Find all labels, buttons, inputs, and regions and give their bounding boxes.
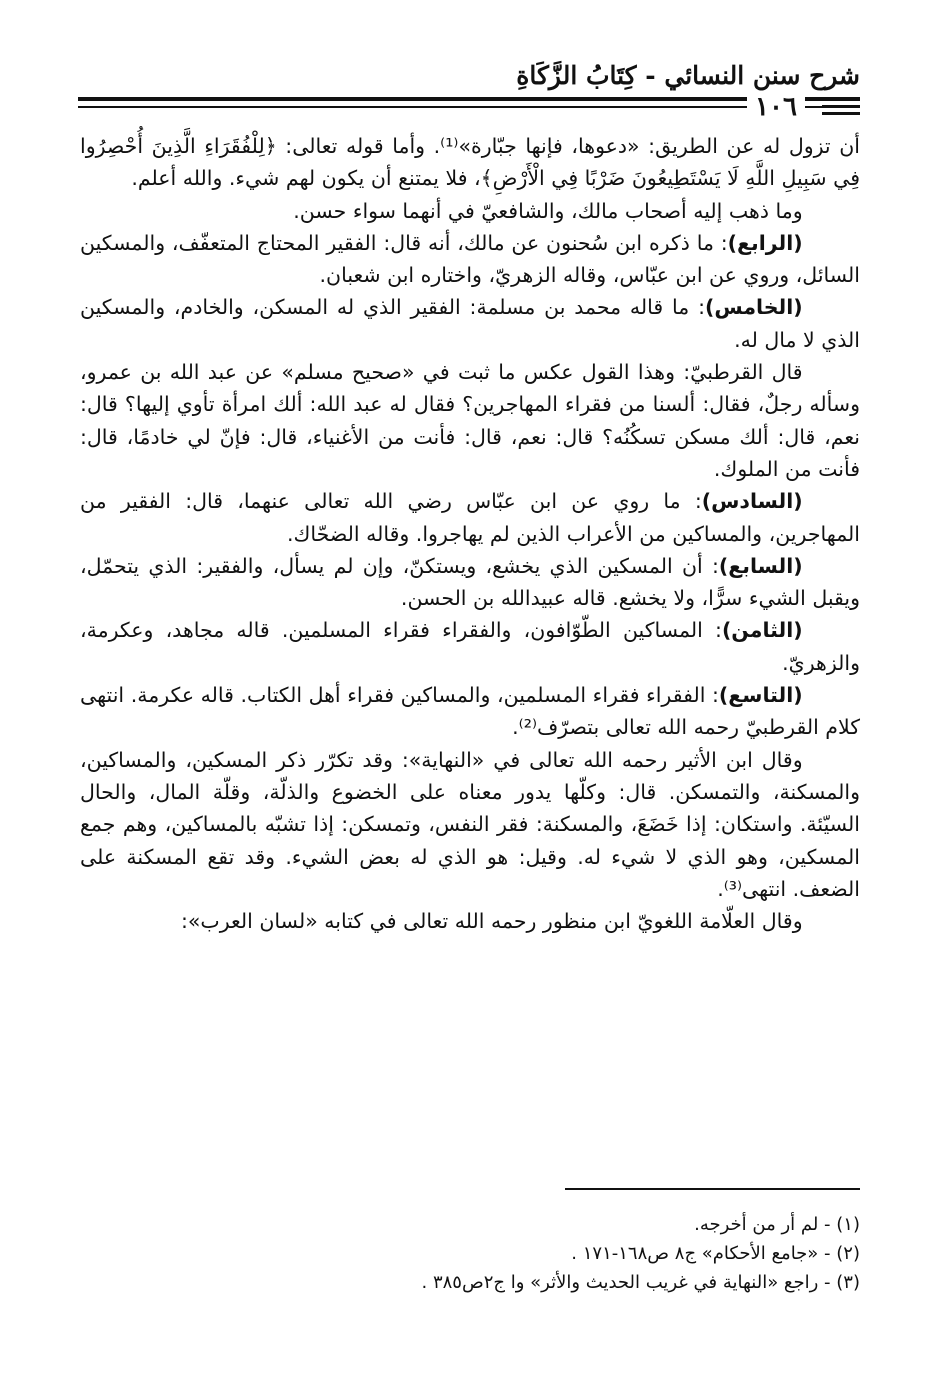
paragraph: قال القرطبيّ: وهذا القول عكس ما ثبت في «صحيح مسلم» عن عبد الله بن عمرو، وسأله رجلٌ، فقال: ألسنا من فقراء المهاجرين؟ فقال له عبد الله: ألك امرأة تأوي إليها؟ قال: نعم، قال: ألك مسكن تسكُنُه؟ قال: نعم، قال: فأنت من الأغنياء، قال: فإنّ لي خادمًا، قال: فأنت من الملوك. — [80, 360, 860, 481]
footnote: (٢) - «جامع الأحكام» ج٨ ص١٦٨-١٧١ . — [571, 1243, 860, 1264]
paragraph-text: : أن المسكين الذي يخشع، ويستكنّ، وإن لم يسأل، والفقير: الذي يتحمّل، ويقبل الشيء سرًّا، ولا يخشع. قاله عبيدالله بن الحسن. — [80, 553, 860, 611]
page-header-title: شرح سنن النسائي - كِتَابُ الزَّكَاةِ — [516, 61, 860, 90]
footnote: (٣) - راجع «النهاية في غريب الحديث والأثر» وا ج٢ص٣٨٥ . — [421, 1272, 860, 1293]
paragraph: وقال ابن الأثير رحمه الله تعالى في «النهاية»: وقد تكرّر ذكر المسكين، والمساكين، والمسكنة، والتمسكن. قال: وكلّها يدور معناه على الخضوع والذلّة، وقلّة المال، والحال السيّئة. واستكان: إذا خَضَعَ، والمسكنة: فقر النفس، وتمسكن: إذا تشبّه بالمساكين، وهم جمع المسكين، وهو الذي لا شيء له. وقيل: هو الذي له بعض الشيء. وقد تقع المسكنة على الضعف. انتهى⁽³⁾. — [80, 747, 860, 901]
page-number: ١٠٦ — [730, 92, 822, 122]
paragraph — [80, 291, 860, 356]
paragraph — [80, 679, 860, 744]
paragraph — [80, 550, 860, 615]
body-text — [80, 130, 860, 937]
page-number-rule-3 — [822, 112, 860, 115]
footnotes — [80, 1210, 860, 1297]
paragraph-lead: (السادس) — [701, 489, 803, 514]
paragraph-lead: (السابع) — [718, 553, 803, 578]
paragraph: وما ذهب إليه أصحاب مالك، والشافعيّ في أنهما سواء حسن. — [293, 198, 803, 223]
paragraph: وقال العلّامة اللغويّ ابن منظور رحمه الله تعالى في كتابه «لسان العرب»: — [180, 909, 803, 934]
paragraph-lead: (الثامن) — [721, 618, 803, 643]
paragraph-text: : المساكين الطّوّافون، والفقراء فقراء المسلمين. قاله مجاهد، وعكرمة، والزهريّ. — [80, 618, 860, 675]
paragraph — [80, 614, 860, 679]
paragraph: أن تزول له عن الطريق: «دعوها، فإنها جبّارة»⁽¹⁾. وأما قوله تعالى: ﴿لِلْفُقَرَاءِ الَّذِينَ أُحْصِرُوا فِي سَبِيلِ اللَّهِ لَا يَسْتَطِيعُونَ ضَرْبًا فِي الْأَرْضِ﴾، فلا يمتنع أن يكون لهم شيء. والله أعلم. — [80, 134, 860, 191]
paragraph-lead: (التاسع) — [718, 683, 803, 708]
paragraph-lead: (الرابع) — [727, 230, 803, 255]
paragraph-text: : ما قاله محمد بن مسلمة: الفقير الذي له المسكن، والخادم، والمسكين الذي لا مال له. — [80, 295, 860, 352]
paragraph-text: : ما ذكره ابن سُحنون عن مالك، أنه قال: الفقير المحتاج المتعفّف، والمسكين السائل، وروي عن ابن عبّاس، وقاله الزهريّ، واختاره ابن شعبان. — [80, 230, 860, 288]
page-number-rule-2 — [822, 105, 860, 108]
paragraph-text: : الفقراء فقراء المسلمين، والمساكين فقراء أهل الكتاب. قاله عكرمة. انتهى كلام القرطبيّ رحمه الله تعالى بتصرّف⁽²⁾. — [80, 683, 860, 740]
footnote: (١) - لم أر من أخرجه. — [694, 1214, 860, 1235]
paragraph — [80, 227, 860, 292]
paragraph — [80, 485, 860, 550]
page-number-rule-1 — [822, 98, 860, 101]
footnote-separator — [565, 1188, 860, 1190]
paragraph-text: : ما روي عن ابن عبّاس رضي الله تعالى عنهما، قال: الفقير من المهاجرين، والمساكين من الأعراب الذين لم يهاجروا. وقاله الضحّاك. — [80, 489, 860, 546]
paragraph-lead: (الخامس) — [705, 295, 803, 320]
